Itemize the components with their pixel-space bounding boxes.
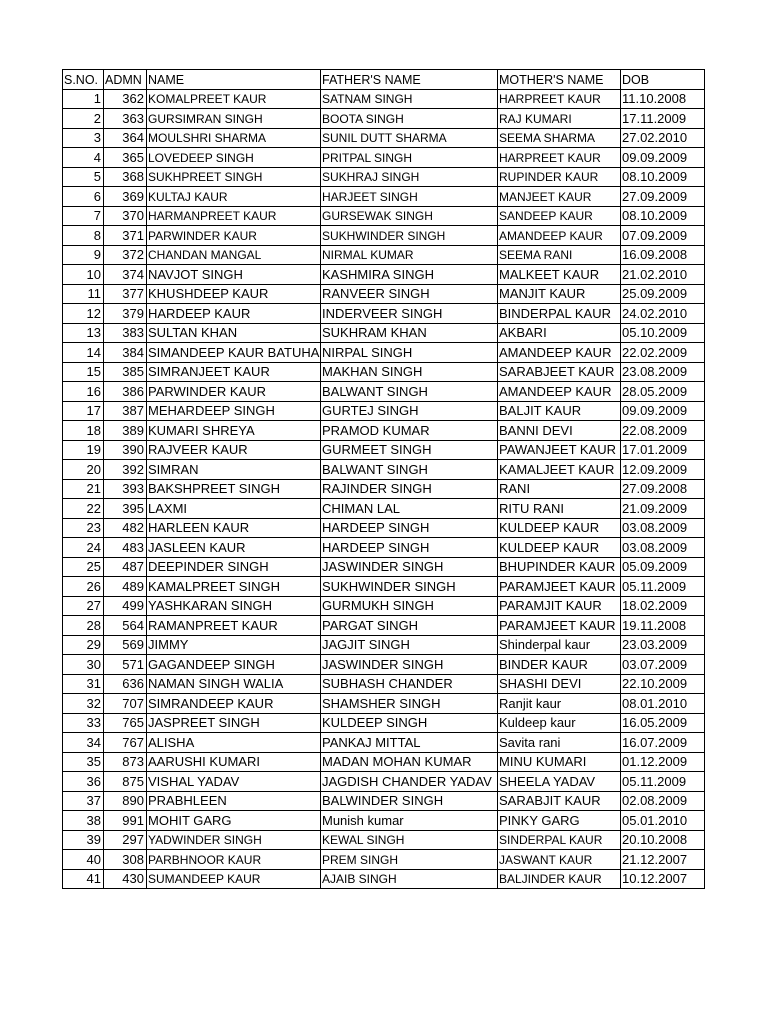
father-name-cell: PARGAT SINGH xyxy=(321,616,498,636)
table-row xyxy=(63,460,705,480)
admn-cell: 383 xyxy=(104,323,147,343)
mother-name-cell: Kuldeep kaur xyxy=(498,713,621,733)
table-row xyxy=(63,109,705,129)
table-row xyxy=(63,869,705,889)
table-row xyxy=(63,382,705,402)
name-cell: NAMAN SINGH WALIA xyxy=(147,674,321,694)
admn-cell: 297 xyxy=(104,830,147,850)
mother-name-cell: Savita rani xyxy=(498,733,621,753)
admn-cell: 368 xyxy=(104,167,147,187)
father-name-cell: GURMEET SINGH xyxy=(321,440,498,460)
father-name-cell: SUKHWINDER SINGH xyxy=(321,577,498,597)
father-name-cell: MADAN MOHAN KUMAR xyxy=(321,752,498,772)
name-cell: GURSIMRAN SINGH xyxy=(147,109,321,129)
name-cell: HARLEEN KAUR xyxy=(147,518,321,538)
admn-cell: 991 xyxy=(104,811,147,831)
admn-cell: 369 xyxy=(104,187,147,207)
sno-cell: 17 xyxy=(63,401,104,421)
sno-cell: 8 xyxy=(63,226,104,246)
admn-cell: 385 xyxy=(104,362,147,382)
dob-cell: 02.08.2009 xyxy=(621,791,705,811)
dob-cell: 23.08.2009 xyxy=(621,362,705,382)
mother-name-cell: KULDEEP KAUR xyxy=(498,538,621,558)
father-name-cell: HARDEEP SINGH xyxy=(321,538,498,558)
father-name-cell: SUNIL DUTT SHARMA xyxy=(321,128,498,148)
sno-cell: 12 xyxy=(63,304,104,324)
mother-name-cell: PARAMJEET KAUR xyxy=(498,577,621,597)
sno-cell: 6 xyxy=(63,187,104,207)
dob-cell: 05.01.2010 xyxy=(621,811,705,831)
table-row xyxy=(63,733,705,753)
name-cell: PRABHLEEN xyxy=(147,791,321,811)
sno-cell: 16 xyxy=(63,382,104,402)
sno-cell: 5 xyxy=(63,167,104,187)
name-cell: LAXMI xyxy=(147,499,321,519)
sno-cell: 35 xyxy=(63,752,104,772)
name-cell: PARBHNOOR KAUR xyxy=(147,850,321,870)
mother-name-cell: AMANDEEP KAUR xyxy=(498,382,621,402)
name-cell: RAJVEER KAUR xyxy=(147,440,321,460)
mother-name-cell: PINKY GARG xyxy=(498,811,621,831)
admn-cell: 564 xyxy=(104,616,147,636)
name-cell: KUMARI SHREYA xyxy=(147,421,321,441)
dob-cell: 12.09.2009 xyxy=(621,460,705,480)
father-name-cell: JASWINDER SINGH xyxy=(321,655,498,675)
sno-cell: 14 xyxy=(63,343,104,363)
sno-cell: 25 xyxy=(63,557,104,577)
father-name-cell: BALWANT SINGH xyxy=(321,382,498,402)
name-cell: DEEPINDER SINGH xyxy=(147,557,321,577)
admn-cell: 377 xyxy=(104,284,147,304)
dob-cell: 08.01.2010 xyxy=(621,694,705,714)
sno-cell: 7 xyxy=(63,206,104,226)
dob-cell: 03.07.2009 xyxy=(621,655,705,675)
table-row xyxy=(63,362,705,382)
father-name-cell: AJAIB SINGH xyxy=(321,869,498,889)
mother-name-cell: MALKEET KAUR xyxy=(498,265,621,285)
table-row xyxy=(63,206,705,226)
admn-cell: 365 xyxy=(104,148,147,168)
father-name-cell: JASWINDER SINGH xyxy=(321,557,498,577)
table-row xyxy=(63,89,705,109)
dob-cell: 05.11.2009 xyxy=(621,772,705,792)
table-row xyxy=(63,265,705,285)
table-row xyxy=(63,518,705,538)
admn-cell: 571 xyxy=(104,655,147,675)
mother-name-cell: PARAMJEET KAUR xyxy=(498,616,621,636)
father-name-cell: SUBHASH CHANDER xyxy=(321,674,498,694)
name-cell: GAGANDEEP SINGH xyxy=(147,655,321,675)
admn-cell: 363 xyxy=(104,109,147,129)
sno-cell: 31 xyxy=(63,674,104,694)
name-cell: CHANDAN MANGAL xyxy=(147,245,321,265)
sno-cell: 4 xyxy=(63,148,104,168)
dob-cell: 08.10.2009 xyxy=(621,167,705,187)
admn-cell: 387 xyxy=(104,401,147,421)
name-cell: ALISHA xyxy=(147,733,321,753)
table-row xyxy=(63,284,705,304)
dob-cell: 25.09.2009 xyxy=(621,284,705,304)
father-name-cell: PREM SINGH xyxy=(321,850,498,870)
dob-cell: 19.11.2008 xyxy=(621,616,705,636)
table-row xyxy=(63,772,705,792)
mother-name-cell: HARPREET KAUR xyxy=(498,148,621,168)
table-row xyxy=(63,128,705,148)
mother-name-cell: SEEMA SHARMA xyxy=(498,128,621,148)
father-name-cell: SHAMSHER SINGH xyxy=(321,694,498,714)
table-row xyxy=(63,187,705,207)
dob-cell: 22.08.2009 xyxy=(621,421,705,441)
header-admn: ADMN xyxy=(104,70,147,90)
sno-cell: 30 xyxy=(63,655,104,675)
name-cell: MOULSHRI SHARMA xyxy=(147,128,321,148)
admn-cell: 707 xyxy=(104,694,147,714)
dob-cell: 18.02.2009 xyxy=(621,596,705,616)
header-mother-name: MOTHER'S NAME xyxy=(498,70,621,90)
table-row xyxy=(63,343,705,363)
admn-cell: 390 xyxy=(104,440,147,460)
dob-cell: 27.09.2008 xyxy=(621,479,705,499)
table-row xyxy=(63,674,705,694)
father-name-cell: HARJEET SINGH xyxy=(321,187,498,207)
dob-cell: 09.09.2009 xyxy=(621,148,705,168)
table-row xyxy=(63,226,705,246)
mother-name-cell: RAJ KUMARI xyxy=(498,109,621,129)
table-row xyxy=(63,323,705,343)
name-cell: YADWINDER SINGH xyxy=(147,830,321,850)
admn-cell: 393 xyxy=(104,479,147,499)
dob-cell: 05.09.2009 xyxy=(621,557,705,577)
dob-cell: 17.01.2009 xyxy=(621,440,705,460)
admn-cell: 569 xyxy=(104,635,147,655)
mother-name-cell: SARABJEET KAUR xyxy=(498,362,621,382)
table-row xyxy=(63,148,705,168)
admn-cell: 389 xyxy=(104,421,147,441)
dob-cell: 27.09.2009 xyxy=(621,187,705,207)
dob-cell: 20.10.2008 xyxy=(621,830,705,850)
name-cell: SIMRANJEET KAUR xyxy=(147,362,321,382)
table-row xyxy=(63,850,705,870)
dob-cell: 05.10.2009 xyxy=(621,323,705,343)
name-cell: SUKHPREET SINGH xyxy=(147,167,321,187)
admn-cell: 374 xyxy=(104,265,147,285)
admn-cell: 392 xyxy=(104,460,147,480)
sno-cell: 22 xyxy=(63,499,104,519)
dob-cell: 21.09.2009 xyxy=(621,499,705,519)
student-table xyxy=(62,69,705,889)
sno-cell: 15 xyxy=(63,362,104,382)
table-row xyxy=(63,538,705,558)
admn-cell: 384 xyxy=(104,343,147,363)
header-sno: S.NO. xyxy=(63,70,104,90)
name-cell: MEHARDEEP SINGH xyxy=(147,401,321,421)
name-cell: SUMANDEEP KAUR xyxy=(147,869,321,889)
sno-cell: 20 xyxy=(63,460,104,480)
father-name-cell: GURSEWAK SINGH xyxy=(321,206,498,226)
mother-name-cell: AMANDEEP KAUR xyxy=(498,226,621,246)
table-row xyxy=(63,440,705,460)
dob-cell: 03.08.2009 xyxy=(621,518,705,538)
header-name: NAME xyxy=(147,70,321,90)
sno-cell: 41 xyxy=(63,869,104,889)
table-row xyxy=(63,421,705,441)
father-name-cell: RANVEER SINGH xyxy=(321,284,498,304)
admn-cell: 372 xyxy=(104,245,147,265)
sno-cell: 28 xyxy=(63,616,104,636)
student-list-sheet xyxy=(62,69,705,889)
name-cell: JASPREET SINGH xyxy=(147,713,321,733)
sno-cell: 36 xyxy=(63,772,104,792)
sno-cell: 37 xyxy=(63,791,104,811)
father-name-cell: GURMUKH SINGH xyxy=(321,596,498,616)
sno-cell: 21 xyxy=(63,479,104,499)
father-name-cell: NIRMAL KUMAR xyxy=(321,245,498,265)
admn-cell: 483 xyxy=(104,538,147,558)
sno-cell: 39 xyxy=(63,830,104,850)
name-cell: KHUSHDEEP KAUR xyxy=(147,284,321,304)
table-row xyxy=(63,811,705,831)
sno-cell: 2 xyxy=(63,109,104,129)
table-row xyxy=(63,830,705,850)
dob-cell: 17.11.2009 xyxy=(621,109,705,129)
mother-name-cell: RANI xyxy=(498,479,621,499)
mother-name-cell: Shinderpal kaur xyxy=(498,635,621,655)
dob-cell: 22.02.2009 xyxy=(621,343,705,363)
name-cell: PARWINDER KAUR xyxy=(147,226,321,246)
mother-name-cell: BINDER KAUR xyxy=(498,655,621,675)
table-row xyxy=(63,616,705,636)
admn-cell: 364 xyxy=(104,128,147,148)
father-name-cell: BALWANT SINGH xyxy=(321,460,498,480)
name-cell: PARWINDER KAUR xyxy=(147,382,321,402)
father-name-cell: NIRPAL SINGH xyxy=(321,343,498,363)
name-cell: JIMMY xyxy=(147,635,321,655)
sno-cell: 23 xyxy=(63,518,104,538)
father-name-cell: SUKHRAJ SINGH xyxy=(321,167,498,187)
dob-cell: 21.12.2007 xyxy=(621,850,705,870)
sno-cell: 13 xyxy=(63,323,104,343)
sno-cell: 19 xyxy=(63,440,104,460)
dob-cell: 24.02.2010 xyxy=(621,304,705,324)
admn-cell: 395 xyxy=(104,499,147,519)
father-name-cell: PANKAJ MITTAL xyxy=(321,733,498,753)
table-row xyxy=(63,577,705,597)
admn-cell: 489 xyxy=(104,577,147,597)
sno-cell: 33 xyxy=(63,713,104,733)
dob-cell: 21.02.2010 xyxy=(621,265,705,285)
sno-cell: 34 xyxy=(63,733,104,753)
admn-cell: 873 xyxy=(104,752,147,772)
admn-cell: 370 xyxy=(104,206,147,226)
header-father-name: FATHER'S NAME xyxy=(321,70,498,90)
table-row xyxy=(63,304,705,324)
father-name-cell: KULDEEP SINGH xyxy=(321,713,498,733)
name-cell: VISHAL YADAV xyxy=(147,772,321,792)
table-row xyxy=(63,694,705,714)
table-row xyxy=(63,245,705,265)
mother-name-cell: BINDERPAL KAUR xyxy=(498,304,621,324)
name-cell: RAMANPREET KAUR xyxy=(147,616,321,636)
father-name-cell: PRITPAL SINGH xyxy=(321,148,498,168)
dob-cell: 03.08.2009 xyxy=(621,538,705,558)
name-cell: YASHKARAN SINGH xyxy=(147,596,321,616)
dob-cell: 08.10.2009 xyxy=(621,206,705,226)
dob-cell: 16.09.2008 xyxy=(621,245,705,265)
admn-cell: 765 xyxy=(104,713,147,733)
sno-cell: 1 xyxy=(63,89,104,109)
dob-cell: 22.10.2009 xyxy=(621,674,705,694)
sno-cell: 38 xyxy=(63,811,104,831)
name-cell: LOVEDEEP SINGH xyxy=(147,148,321,168)
admn-cell: 767 xyxy=(104,733,147,753)
sno-cell: 24 xyxy=(63,538,104,558)
mother-name-cell: BANNI DEVI xyxy=(498,421,621,441)
sno-cell: 27 xyxy=(63,596,104,616)
dob-cell: 23.03.2009 xyxy=(621,635,705,655)
admn-cell: 308 xyxy=(104,850,147,870)
table-row xyxy=(63,596,705,616)
name-cell: MOHIT GARG xyxy=(147,811,321,831)
admn-cell: 430 xyxy=(104,869,147,889)
dob-cell: 05.11.2009 xyxy=(621,577,705,597)
table-row xyxy=(63,752,705,772)
name-cell: BAKSHPREET SINGH xyxy=(147,479,321,499)
sno-cell: 29 xyxy=(63,635,104,655)
sno-cell: 26 xyxy=(63,577,104,597)
sno-cell: 40 xyxy=(63,850,104,870)
mother-name-cell: BHUPINDER KAUR xyxy=(498,557,621,577)
father-name-cell: PRAMOD KUMAR xyxy=(321,421,498,441)
father-name-cell: SUKHRAM KHAN xyxy=(321,323,498,343)
father-name-cell: KEWAL SINGH xyxy=(321,830,498,850)
table-row xyxy=(63,791,705,811)
mother-name-cell: SANDEEP KAUR xyxy=(498,206,621,226)
table-row xyxy=(63,167,705,187)
admn-cell: 482 xyxy=(104,518,147,538)
father-name-cell: BOOTA SINGH xyxy=(321,109,498,129)
sno-cell: 11 xyxy=(63,284,104,304)
table-row xyxy=(63,635,705,655)
mother-name-cell: Ranjit kaur xyxy=(498,694,621,714)
table-row xyxy=(63,401,705,421)
father-name-cell: HARDEEP SINGH xyxy=(321,518,498,538)
table-row xyxy=(63,557,705,577)
name-cell: SIMRAN xyxy=(147,460,321,480)
name-cell: HARMANPREET KAUR xyxy=(147,206,321,226)
father-name-cell: Munish kumar xyxy=(321,811,498,831)
mother-name-cell: PAWANJEET KAUR xyxy=(498,440,621,460)
dob-cell: 16.07.2009 xyxy=(621,733,705,753)
mother-name-cell: MINU KUMARI xyxy=(498,752,621,772)
name-cell: KAMALPREET SINGH xyxy=(147,577,321,597)
name-cell: AARUSHI KUMARI xyxy=(147,752,321,772)
dob-cell: 11.10.2008 xyxy=(621,89,705,109)
mother-name-cell: KULDEEP KAUR xyxy=(498,518,621,538)
dob-cell: 01.12.2009 xyxy=(621,752,705,772)
admn-cell: 499 xyxy=(104,596,147,616)
father-name-cell: KASHMIRA SINGH xyxy=(321,265,498,285)
father-name-cell: GURTEJ SINGH xyxy=(321,401,498,421)
name-cell: SULTAN KHAN xyxy=(147,323,321,343)
father-name-cell: CHIMAN LAL xyxy=(321,499,498,519)
sno-cell: 10 xyxy=(63,265,104,285)
table-row xyxy=(63,655,705,675)
admn-cell: 875 xyxy=(104,772,147,792)
mother-name-cell: MANJIT KAUR xyxy=(498,284,621,304)
admn-cell: 487 xyxy=(104,557,147,577)
admn-cell: 379 xyxy=(104,304,147,324)
mother-name-cell: JASWANT KAUR xyxy=(498,850,621,870)
sno-cell: 32 xyxy=(63,694,104,714)
dob-cell: 10.12.2007 xyxy=(621,869,705,889)
mother-name-cell: SARABJIT KAUR xyxy=(498,791,621,811)
table-row xyxy=(63,713,705,733)
admn-cell: 362 xyxy=(104,89,147,109)
table-header-row xyxy=(63,70,705,90)
admn-cell: 386 xyxy=(104,382,147,402)
father-name-cell: RAJINDER SINGH xyxy=(321,479,498,499)
dob-cell: 27.02.2010 xyxy=(621,128,705,148)
sno-cell: 18 xyxy=(63,421,104,441)
name-cell: SIMRANDEEP KAUR xyxy=(147,694,321,714)
mother-name-cell: AMANDEEP KAUR xyxy=(498,343,621,363)
mother-name-cell: SEEMA RANI xyxy=(498,245,621,265)
sno-cell: 3 xyxy=(63,128,104,148)
table-row xyxy=(63,479,705,499)
father-name-cell: MAKHAN SINGH xyxy=(321,362,498,382)
name-cell: SIMANDEEP KAUR BATUHA xyxy=(147,343,321,363)
father-name-cell: INDERVEER SINGH xyxy=(321,304,498,324)
admn-cell: 890 xyxy=(104,791,147,811)
father-name-cell: JAGDISH CHANDER YADAV xyxy=(321,772,498,792)
dob-cell: 07.09.2009 xyxy=(621,226,705,246)
mother-name-cell: RITU RANI xyxy=(498,499,621,519)
name-cell: JASLEEN KAUR xyxy=(147,538,321,558)
dob-cell: 28.05.2009 xyxy=(621,382,705,402)
mother-name-cell: SINDERPAL KAUR xyxy=(498,830,621,850)
mother-name-cell: BALJIT KAUR xyxy=(498,401,621,421)
name-cell: HARDEEP KAUR xyxy=(147,304,321,324)
header-dob: DOB xyxy=(621,70,705,90)
table-row xyxy=(63,499,705,519)
dob-cell: 16.05.2009 xyxy=(621,713,705,733)
mother-name-cell: BALJINDER KAUR xyxy=(498,869,621,889)
father-name-cell: SUKHWINDER SINGH xyxy=(321,226,498,246)
father-name-cell: BALWINDER SINGH xyxy=(321,791,498,811)
mother-name-cell: HARPREET KAUR xyxy=(498,89,621,109)
mother-name-cell: SHEELA YADAV xyxy=(498,772,621,792)
admn-cell: 636 xyxy=(104,674,147,694)
admn-cell: 371 xyxy=(104,226,147,246)
mother-name-cell: KAMALJEET KAUR xyxy=(498,460,621,480)
mother-name-cell: PARAMJIT KAUR xyxy=(498,596,621,616)
mother-name-cell: MANJEET KAUR xyxy=(498,187,621,207)
table-body xyxy=(63,89,705,889)
mother-name-cell: RUPINDER KAUR xyxy=(498,167,621,187)
sno-cell: 9 xyxy=(63,245,104,265)
name-cell: KULTAJ KAUR xyxy=(147,187,321,207)
father-name-cell: JAGJIT SINGH xyxy=(321,635,498,655)
name-cell: KOMALPREET KAUR xyxy=(147,89,321,109)
mother-name-cell: AKBARI xyxy=(498,323,621,343)
father-name-cell: SATNAM SINGH xyxy=(321,89,498,109)
name-cell: NAVJOT SINGH xyxy=(147,265,321,285)
dob-cell: 09.09.2009 xyxy=(621,401,705,421)
mother-name-cell: SHASHI DEVI xyxy=(498,674,621,694)
